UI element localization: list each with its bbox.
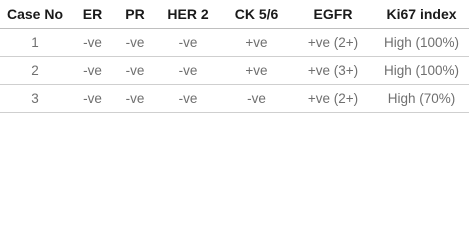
cell-er: -ve — [70, 85, 115, 113]
table-header-row — [0, 0, 469, 29]
cell-er: -ve — [70, 29, 115, 57]
cell-case-no: 3 — [0, 85, 70, 113]
cell-er: -ve — [70, 57, 115, 85]
table-row — [0, 57, 469, 85]
cell-her2: -ve — [155, 57, 221, 85]
cell-case-no: 1 — [0, 29, 70, 57]
cell-case-no: 2 — [0, 57, 70, 85]
case-table-figure — [0, 0, 469, 112]
cell-pr: -ve — [115, 57, 155, 85]
header-ck56: CK 5/6 — [221, 0, 292, 29]
header-case-no: Case No — [0, 0, 70, 29]
header-her2: HER 2 — [155, 0, 221, 29]
header-egfr: EGFR — [292, 0, 374, 29]
cell-egfr: +ve (2+) — [292, 29, 374, 57]
case-table — [0, 0, 469, 113]
header-ki67: Ki67 index — [374, 0, 469, 29]
header-er: ER — [70, 0, 115, 29]
cell-ki67: High (70%) — [374, 85, 469, 113]
cell-ki67: High (100%) — [374, 29, 469, 57]
cell-egfr: +ve (2+) — [292, 85, 374, 113]
table-row — [0, 29, 469, 57]
cell-ck56: -ve — [221, 85, 292, 113]
table-row — [0, 85, 469, 113]
cell-pr: -ve — [115, 85, 155, 113]
cell-egfr: +ve (3+) — [292, 57, 374, 85]
cell-her2: -ve — [155, 85, 221, 113]
cell-ck56: +ve — [221, 29, 292, 57]
cell-pr: -ve — [115, 29, 155, 57]
header-pr: PR — [115, 0, 155, 29]
cell-her2: -ve — [155, 29, 221, 57]
cell-ck56: +ve — [221, 57, 292, 85]
cell-ki67: High (100%) — [374, 57, 469, 85]
